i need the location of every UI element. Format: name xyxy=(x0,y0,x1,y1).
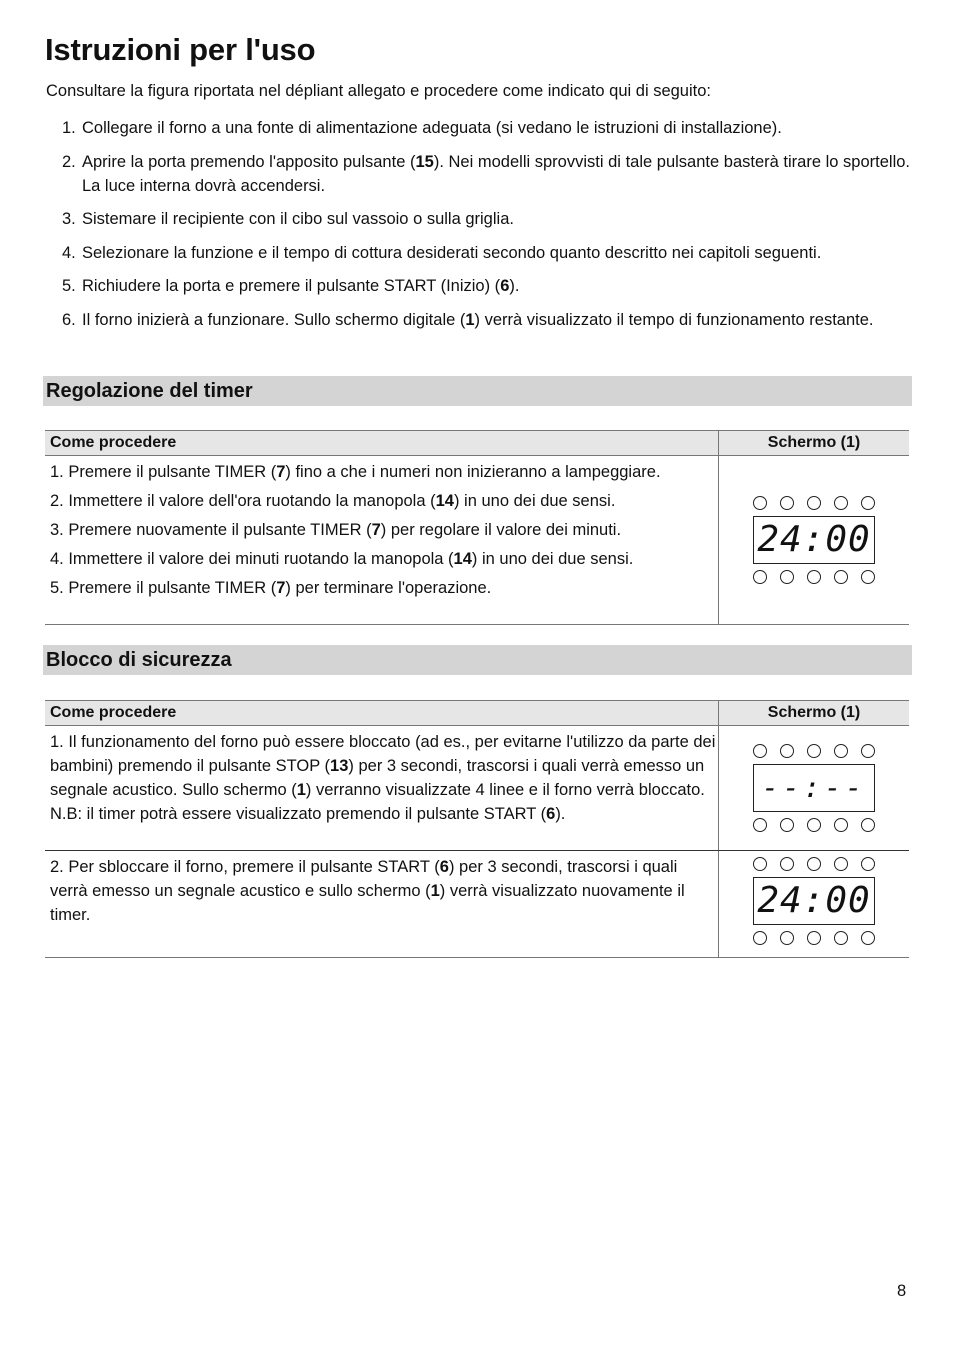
indicator-circle-icon xyxy=(834,818,848,832)
button-ref: 14 xyxy=(453,550,472,568)
table-row xyxy=(45,456,909,625)
column-header-procedure: Come procedere xyxy=(45,701,719,726)
step-text: ) verrà visualizzato nuovamente il timer. xyxy=(50,882,685,924)
step-text: Premere il pulsante TIMER ( xyxy=(63,463,277,481)
usage-steps xyxy=(46,116,910,341)
display-screen: 24:00 xyxy=(753,516,875,564)
oven-display-diagram xyxy=(753,742,875,834)
step-text: ) per 3 secondi, trascorsi i quali verrà emesso un segnale acustico e sullo schermo ( xyxy=(50,858,678,900)
list-item xyxy=(50,460,718,484)
step-number: 1. xyxy=(62,119,76,137)
unlock-step-cell xyxy=(45,851,719,958)
button-ref: 6 xyxy=(500,277,510,295)
step-number: 3. xyxy=(50,521,64,539)
indicator-circle-icon xyxy=(780,496,794,510)
step-text: ) verrà visualizzato il tempo di funzionamento restante. xyxy=(474,310,874,329)
step-text: Immettere il valore dell'ora ruotando la manopola ( xyxy=(63,492,436,510)
list-item xyxy=(50,855,718,927)
button-ref: 1 xyxy=(430,882,440,900)
indicator-circle-icon xyxy=(834,931,848,945)
column-header-display: Schermo (1) xyxy=(719,431,910,456)
step-text: Sistemare il recipiente con il cibo sul vassoio o sulla griglia. xyxy=(82,210,514,228)
step-text: ) per terminare l'operazione. xyxy=(285,579,492,597)
list-item xyxy=(46,241,910,265)
lock-step-cell xyxy=(45,726,719,851)
indicator-circle-icon xyxy=(780,857,794,871)
display-screen: --:-- xyxy=(753,764,875,812)
step-number: 1. xyxy=(50,463,64,481)
step-text: Premere il pulsante TIMER ( xyxy=(63,579,277,597)
step-number: 4. xyxy=(62,243,76,262)
indicator-circle-icon xyxy=(807,931,821,945)
step-number: 2. xyxy=(50,858,64,876)
step-text: ). Nei modelli sprovvisti di tale pulsante basterà tirare lo sportello. La luce interna dovrà accendersi. xyxy=(82,152,910,195)
list-item xyxy=(50,576,718,600)
indicator-circle-icon xyxy=(753,744,767,758)
display-screen: 24:00 xyxy=(753,877,875,925)
page-title: Istruzioni per l'uso xyxy=(45,32,316,67)
indicator-circle-icon xyxy=(753,931,767,945)
indicator-circle-icon xyxy=(807,818,821,832)
list-item xyxy=(50,518,718,542)
button-ref: 7 xyxy=(276,463,286,481)
button-ref: 1 xyxy=(465,310,475,329)
indicator-circle-icon xyxy=(753,570,767,584)
list-item xyxy=(50,730,718,826)
indicator-row-top xyxy=(753,855,875,873)
lock-section-heading: Blocco di sicurezza xyxy=(43,645,912,675)
indicator-circle-icon xyxy=(807,496,821,510)
step-number: 6. xyxy=(62,310,76,329)
indicator-circle-icon xyxy=(807,857,821,871)
step-text: Selezionare la funzione e il tempo di cottura desiderati secondo quanto descritto nei capitoli seguenti. xyxy=(82,243,822,262)
indicator-circle-icon xyxy=(861,857,875,871)
button-ref: 7 xyxy=(276,579,286,597)
column-header-display: Schermo (1) xyxy=(719,701,910,726)
indicator-circle-icon xyxy=(861,931,875,945)
list-item xyxy=(46,274,910,298)
list-item xyxy=(50,489,718,513)
indicator-circle-icon xyxy=(753,857,767,871)
page-number: 8 xyxy=(897,1282,907,1300)
list-item xyxy=(46,150,910,198)
column-header-procedure: Come procedere xyxy=(45,431,719,456)
step-text: ). xyxy=(555,805,566,823)
timer-table xyxy=(45,430,909,625)
indicator-circle-icon xyxy=(780,570,794,584)
indicator-circle-icon xyxy=(861,818,875,832)
list-item xyxy=(46,116,910,140)
step-number: 2. xyxy=(50,492,64,510)
step-text: ) in uno dei due sensi. xyxy=(453,492,616,510)
step-text: Immettere il valore dei minuti ruotando la manopola ( xyxy=(63,550,454,568)
step-text: Collegare il forno a una fonte di alimentazione adeguata (si vedano le istruzioni di installazione). xyxy=(82,119,782,137)
step-number: 2. xyxy=(62,152,76,171)
indicator-circle-icon xyxy=(861,496,875,510)
indicator-circle-icon xyxy=(807,744,821,758)
step-text: Aprire la porta premendo l'apposito pulsante ( xyxy=(82,152,416,171)
step-number: 1. xyxy=(50,733,64,751)
table-row xyxy=(45,851,909,958)
button-ref: 6 xyxy=(546,805,556,823)
timer-steps-cell xyxy=(45,456,719,625)
button-ref: 6 xyxy=(439,858,449,876)
step-text: ) per regolare il valore dei minuti. xyxy=(380,521,622,539)
step-number: 3. xyxy=(62,210,76,228)
button-ref: 7 xyxy=(371,521,381,539)
display-cell xyxy=(719,456,910,625)
indicator-row-bottom xyxy=(753,568,875,586)
indicator-circle-icon xyxy=(861,744,875,758)
step-text: Richiudere la porta e premere il pulsante START (Inizio) ( xyxy=(82,277,501,295)
step-text: Premere nuovamente il pulsante TIMER ( xyxy=(63,521,372,539)
step-number: 5. xyxy=(62,277,76,295)
step-text: ) per 3 secondi, trascorsi i quali verrà emesso un segnale acustico. Sullo schermo ( xyxy=(50,757,705,799)
lock-table xyxy=(45,700,909,958)
timer-section-heading: Regolazione del timer xyxy=(43,376,912,406)
indicator-circle-icon xyxy=(861,570,875,584)
indicator-row-top xyxy=(753,494,875,512)
step-number: 5. xyxy=(50,579,64,597)
step-text: ). xyxy=(509,277,520,295)
step-text: ) fino a che i numeri non inizieranno a lampeggiare. xyxy=(285,463,661,481)
oven-display-diagram xyxy=(753,494,875,586)
indicator-row-top xyxy=(753,742,875,760)
indicator-row-bottom xyxy=(753,816,875,834)
step-text: ) in uno dei due sensi. xyxy=(471,550,634,568)
indicator-circle-icon xyxy=(834,857,848,871)
indicator-circle-icon xyxy=(753,818,767,832)
list-item xyxy=(46,207,910,231)
list-item xyxy=(46,308,910,332)
button-ref: 15 xyxy=(415,152,434,171)
list-item xyxy=(50,547,718,571)
indicator-circle-icon xyxy=(834,744,848,758)
step-text: Il forno inizierà a funzionare. Sullo schermo digitale ( xyxy=(82,310,466,329)
step-text: Per sbloccare il forno, premere il pulsante START ( xyxy=(63,858,440,876)
oven-display-diagram xyxy=(753,855,875,947)
button-ref: 1 xyxy=(296,781,306,799)
step-text: Il funzionamento del forno può essere bloccato (ad es., per evitarne l'utilizzo da parte dei bambini) premendo il pulsante STOP ( xyxy=(50,733,716,775)
display-cell xyxy=(719,851,910,958)
button-ref: 13 xyxy=(330,757,349,775)
indicator-circle-icon xyxy=(780,818,794,832)
intro-text: Consultare la figura riportata nel dépliant allegato e procedere come indicato qui di seguito: xyxy=(46,82,711,100)
table-row xyxy=(45,726,909,851)
indicator-circle-icon xyxy=(834,570,848,584)
indicator-circle-icon xyxy=(780,931,794,945)
step-number: 4. xyxy=(50,550,64,568)
indicator-circle-icon xyxy=(780,744,794,758)
button-ref: 14 xyxy=(435,492,454,510)
indicator-circle-icon xyxy=(834,496,848,510)
step-text: ) verranno visualizzate 4 linee e il forno verrà bloccato. N.B: il timer potrà essere visualizzato premendo il pulsante START ( xyxy=(50,781,705,823)
indicator-circle-icon xyxy=(807,570,821,584)
display-cell xyxy=(719,726,910,851)
indicator-row-bottom xyxy=(753,929,875,947)
indicator-circle-icon xyxy=(753,496,767,510)
